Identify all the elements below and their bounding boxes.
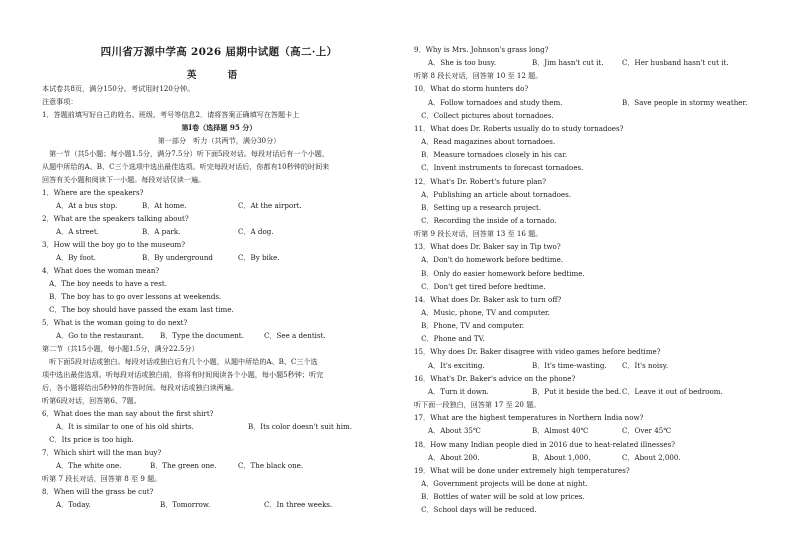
subject-heading: 英 语 [186,70,252,81]
text-line: C．School days will be reduced. [414,505,537,515]
text-line [42,461,396,470]
text-line: 后，各小题将给出5秒钟的作答时间。每段对话或独白读两遍。 [42,383,239,392]
answer-option: C．A dog. [238,227,274,236]
text-line [42,331,396,340]
text-line [42,500,396,509]
text-line [414,426,774,435]
text-line: 17．What are the highest temperatures in Northern India now? [414,413,644,423]
answer-option: C．At the airport. [238,201,302,210]
text-line: A．Government projects will be done at night. [414,478,588,488]
answer-option: C．See a dentist. [264,331,326,340]
answer-option: B．Almost 40℃ [532,426,589,436]
text-line: 本试卷共8页，满分150分。考试用时120分钟。 [42,84,195,93]
answer-option: C．By bike. [238,253,280,262]
answer-option: A．At a bus stop. [56,201,118,210]
text-line: 8．When will the grass be cut? [42,487,154,496]
text-line: A．Music, phone, TV and computer. [414,308,550,317]
text-line [414,361,774,370]
text-line: 1．答题前填写好自己的姓名、班级、考号等信息2．请将答案正确填写在答题卡上 [42,110,300,119]
text-line: 14．What does Dr. Baker ask to turn off? [414,294,562,304]
text-line: C．Collect pictures about tornadoes. [414,110,554,120]
text-line: 3．How will the boy go to the museum? [42,240,186,249]
text-line: B．Measure tornadoes closely in his car. [414,150,568,160]
text-line: 2．What are the speakers talking about? [42,214,189,223]
text-line: 12．What's Dr. Robert's future plan? [414,176,547,186]
text-line: 回答有关小题和阅读下一小题。每段对话仅读一遍。 [42,175,206,184]
text-line: C．Recording the inside of a tornado. [414,215,557,225]
text-line: 9．Why is Mrs. Johnson's grass long? [414,45,549,54]
answer-option: A．By foot. [56,253,96,262]
text-line [414,98,774,107]
text-line: C．Don't get tired before bedtime. [414,281,546,291]
text-line: 听下面一段独白，回答第 17 至 20 题。 [414,400,541,410]
text-line: 第一部分 听力（共两节，满分30分） [157,136,281,145]
text-line: C．Its price is too high. [42,435,134,444]
text-line: A．Publishing an article about tornadoes. [414,189,571,199]
text-line: 19．What will be done under extremely high temperatures? [414,465,630,475]
text-line: 16．What's Dr. Baker's advice on the phone? [414,373,576,383]
answer-option: A．A street. [56,227,99,236]
text-line: 听第 8 段长对话，回答第 10 至 12 题。 [414,71,543,81]
answer-option: A．Follow tornadoes and study them. [428,97,563,107]
answer-option: B．About 1,000. [532,452,591,462]
text-line: B．Only do easier homework before bedtime. [414,268,585,278]
text-line: 15．Why does Dr. Baker disagree with video games before bedtime? [414,347,661,357]
answer-option: A．Today. [56,500,91,509]
text-line: 6．What does the man say about the first shirt? [42,409,214,418]
answer-option: B．Type the document. [160,331,244,340]
text-line [42,253,396,262]
text-line [42,422,396,431]
answer-option: A．It is similar to one of his old shirts. [56,422,194,431]
text-line: A．Don't do homework before bedtime. [414,255,564,265]
text-line: 5．What is the woman going to do next? [42,318,188,327]
answer-option: B．By underground [142,253,213,262]
text-line [414,453,774,462]
text-line: B．Setting up a research project. [414,202,542,212]
text-line: C．Invent instruments to forecast tornadoes. [414,163,584,173]
answer-option: B．The green one. [150,461,217,470]
text-line: 注意事项： [42,97,78,106]
text-line [414,58,774,67]
text-line: 听第 9 段长对话，回答第 13 至 16 题。 [414,229,543,239]
answer-option: A．About 35℃ [428,426,481,436]
answer-option: B．Its color doesn't suit him. [248,422,352,431]
answer-option: A．Go to the restaurant. [56,331,144,340]
text-line [414,387,774,396]
text-line: B．Bottles of water will be sold at low prices. [414,492,585,502]
text-line: 13．What does Dr. Baker say in Tip two? [414,242,561,252]
text-line: 18．How many Indian people died in 2016 due to heat-related illnesses? [414,439,676,449]
answer-option: C．In three weeks. [264,500,333,509]
text-line: 从题中所给的A、B、C三个选项中选出最佳选项。听完每段对话后，你都有10秒钟的时间来 [42,162,330,171]
page-title: 四川省万源中学高 2026 届期中试题（高二·上） [100,46,338,58]
text-line: 第一节（共5小题；每小题1.5分，满分7.5分）听下面5段对话。每段对话后有一个小题， [42,149,329,158]
answer-option: B．Tomorrow. [160,500,211,509]
answer-option: A．She is too busy. [428,58,496,68]
text-line: B．The boy has to go over lessons at weekends. [42,292,222,301]
text-line: 11．What does Dr. Roberts usually do to study tornadoes? [414,123,624,133]
answer-option: C．Over 45℃ [622,426,672,436]
answer-option: C．The black one. [238,461,304,470]
answer-option: A．It's exciting. [428,360,485,370]
answer-option: A．About 200. [428,452,480,462]
text-line: B．Phone, TV and computer. [414,321,524,331]
text-line: 第Ⅰ卷（选择题 95 分） [181,123,257,132]
text-line: 10．What do storm hunters do? [414,84,529,94]
text-line: A．The boy needs to have a rest. [42,279,167,288]
text-line: 听第6段对话，回答第6、7题。 [42,396,141,405]
answer-option: C．Her husband hasn't cut it. [622,58,729,68]
answer-option: B．Save people in stormy weather. [622,97,748,107]
answer-option: A．The white one. [56,461,122,470]
answer-option: B．At home. [142,201,187,210]
answer-option: C．About 2,000. [622,452,681,462]
text-line: 7．Which shirt will the man buy? [42,448,162,457]
text-line: 1．Where are the speakers? [42,188,144,197]
text-line: 听第 7 段长对话，回答第 8 至 9 题。 [42,474,162,483]
text-line [42,201,396,210]
text-line: A．Read magazines about tornadoes. [414,137,556,147]
answer-option: A．Turn it down. [428,386,489,396]
answer-option: B．Put it beside the bed. [532,386,622,396]
answer-option: B．Jim hasn't cut it. [532,58,604,68]
answer-option: C．It's noisy. [622,360,669,370]
text-line: 项中选出最佳选项。听每段对话或独白前，你将有时间阅读各个小题，每小题5秒钟；听完 [42,370,324,379]
answer-option: B．A park. [142,227,181,236]
text-line: 第二节（共15小题，每小题1.5分，满分22.5分） [42,344,199,353]
text-line [42,227,396,236]
text-line: C．Phone and TV. [414,334,485,344]
text-line: 听下面5段对话或独白。每段对话或独白后有几个小题，从题中所给的A、B、C三个选 [42,357,318,366]
text-line: C．The boy should have passed the exam last time. [42,305,234,314]
answer-option: C．Leave it out of bedroom. [622,386,723,396]
text-line: 4．What does the woman mean? [42,266,160,275]
answer-option: B．It's time-wasting. [532,360,607,370]
